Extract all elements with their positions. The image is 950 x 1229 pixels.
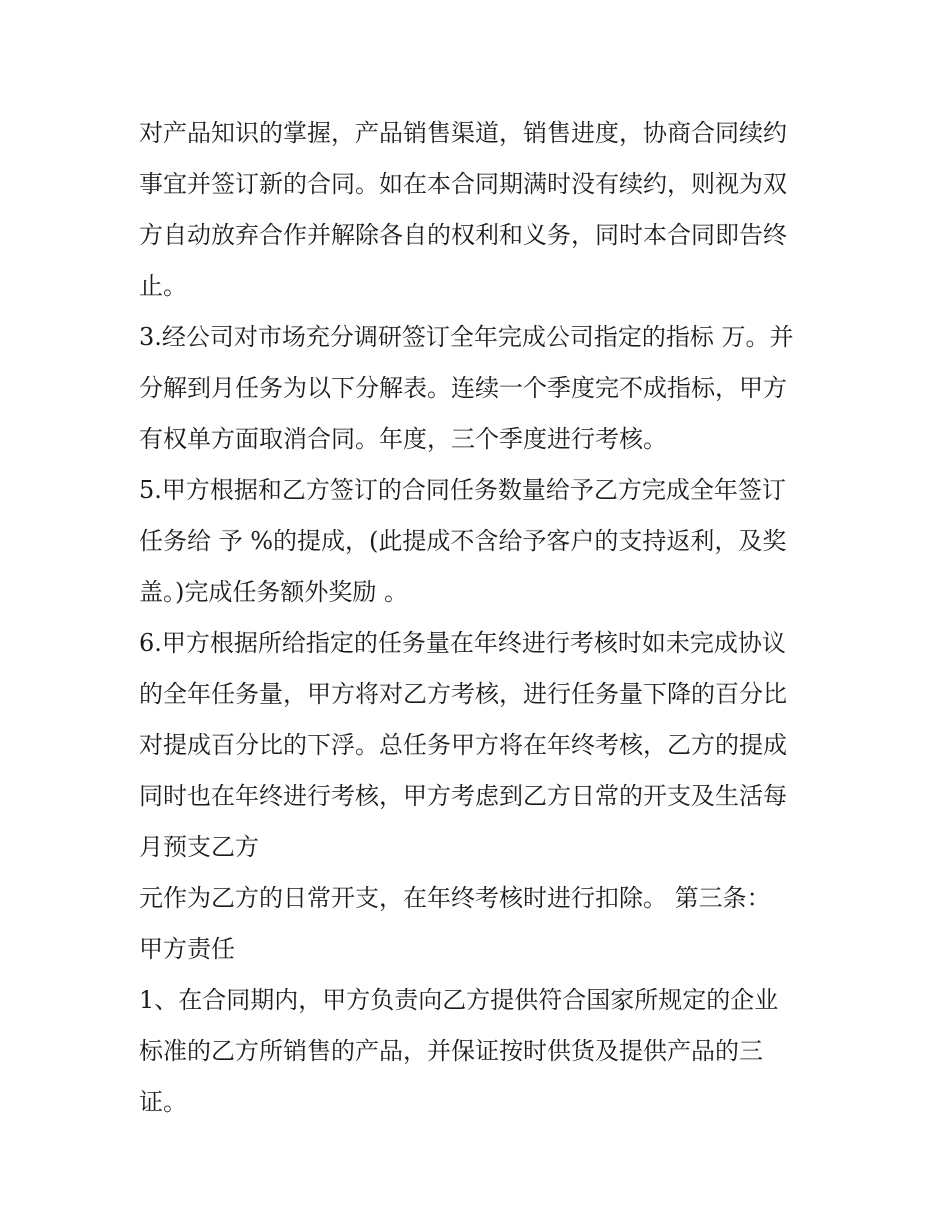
- text-line: 元作为乙方的日常开支，在年终考核时进行扣除。 第三条：: [139, 884, 771, 912]
- text-line: 同时也在年终进行考核，甲方考虑到乙方日常的开支及生活每: [139, 782, 787, 810]
- text-line: 5.甲方根据和乙方签订的合同任务数量给予乙方完成全年签订: [139, 476, 786, 504]
- text-line: 盖。)完成任务额外奖励 。: [139, 578, 408, 606]
- text-line: 事宜并签订新的合同。如在本合同期满时没有续约，则视为双: [139, 170, 787, 198]
- text-line: 6.甲方根据所给指定的任务量在年终进行考核时如未完成协议: [139, 629, 786, 657]
- text-line: 止。: [139, 272, 187, 300]
- text-line: 3.经公司对市场充分调研签订全年完成公司指定的指标 万。并: [139, 323, 794, 351]
- text-line: 对产品知识的掌握，产品销售渠道，销售进度，协商合同续约: [139, 119, 787, 147]
- text-line: 月预支乙方: [139, 833, 259, 861]
- text-line: 有权单方面取消合同。年度，三个季度进行考核。: [139, 425, 667, 453]
- text-line: 证。: [139, 1088, 187, 1116]
- text-line: 标准的乙方所销售的产品，并保证按时供货及提供产品的三: [139, 1037, 763, 1065]
- text-line: 分解到月任务为以下分解表。连续一个季度完不成指标，甲方: [139, 374, 787, 402]
- text-line: 的全年任务量，甲方将对乙方考核，进行任务量下降的百分比: [139, 680, 787, 708]
- contract-text: [139, 108, 839, 1128]
- text-line: 方自动放弃合作并解除各自的权利和义务，同时本合同即告终: [139, 221, 787, 249]
- text-line: 对提成百分比的下浮。总任务甲方将在年终考核，乙方的提成: [139, 731, 787, 759]
- text-line: 1、在合同期内，甲方负责向乙方提供符合国家所规定的企业: [139, 986, 779, 1014]
- text-line: 甲方责任: [139, 935, 235, 963]
- text-line: 任务给 予 %的提成，(此提成不含给予客户的支持返利，及奖: [139, 527, 787, 555]
